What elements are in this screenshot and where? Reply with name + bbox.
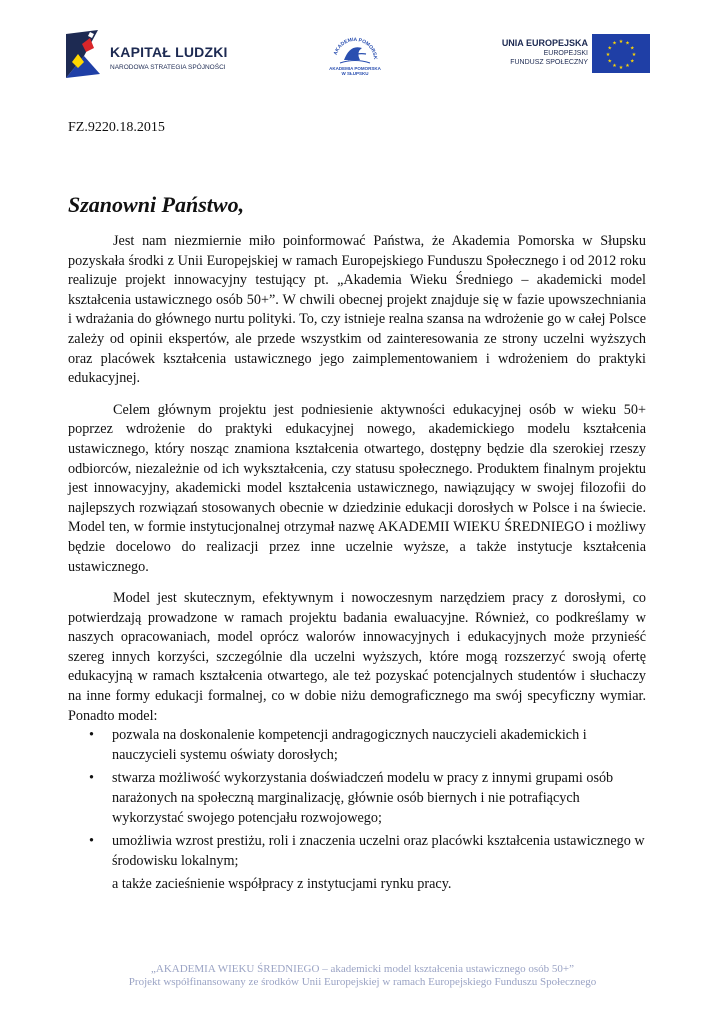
svg-text:★: ★ xyxy=(607,45,612,52)
akademia-arc-text: AKADEMIA POMORSK xyxy=(332,36,379,60)
list-item xyxy=(89,726,646,765)
benefits-list xyxy=(68,726,646,871)
svg-text:★: ★ xyxy=(612,40,617,47)
paragraph-1: Jest nam niezmiernie miło poinformować Państwa, że Akademia Pomorska w Słupsku pozyskała środki z Unii Europejskiej w ramach Europejskiego Funduszu Społecznego i od 2012 roku realizuje projekt innowacyjny testujący pt. „Akademia Wieku Średniego – akademicki model kształcenia ustawicznego osób 50+”. W chwili obecnej projekt znajduje się w fazie upowszechniania i wdrażania do głównego nurtu polityki. To, czy istnieje realna szansa na wdrożenie go w całej Polsce zależy od opinii ekspertów, ale przede wszystkim od zainteresowania ze strony uczelni wyższych oraz placówek kształcenia ustawicznego jego zaimplementowaniem i wdrożeniem do praktyki edukacyjnej. xyxy=(68,233,646,387)
svg-text:★: ★ xyxy=(618,64,624,71)
svg-text:★: ★ xyxy=(625,63,630,70)
footer-funding-note: Projekt współfinansowany ze środków Unii Europejskiej w ramach Europejskiego Funduszu Społecznego xyxy=(128,976,597,988)
salutation: Szanowni Państwo, xyxy=(68,192,245,217)
eu-text-line2: EUROPEJSKI xyxy=(543,50,588,57)
svg-text:★: ★ xyxy=(631,51,637,58)
akademia-caption-line1: AKADEMIA POMORSKA xyxy=(329,66,381,71)
eu-text-line1: UNIA EUROPEJSKA xyxy=(501,38,588,48)
footer-project-title: „AKADEMIA WIEKU ŚREDNIEGO – akademicki model kształcenia ustawicznego osób 50+” xyxy=(151,963,574,975)
svg-text:★: ★ xyxy=(618,39,624,45)
svg-text:★: ★ xyxy=(607,58,612,65)
akademia-logo-caption xyxy=(326,66,384,76)
akademia-caption-line2: W SŁUPSKU xyxy=(341,71,369,76)
eu-logo-text xyxy=(502,38,588,67)
paragraph-3: Model jest skutecznym, efektywnym i nowoczesnym narzędziem pracy z dorosłymi, co potwierdzają prowadzone w ramach projektu badania ewaluacyjne. Również, co podkreślamy w naszych opracowaniach, model oprócz walorów innowacyjnych i edukacyjnych może przynieść szereg innych korzyści, szczególnie dla uczelni wyższych, które mogą rozszerzyć swoją ofertę edukacyjną w ramach kształcenia otwartego, ale też pozyskać potencjalnych studentów i słuchaczy na inne formy edukacji formalnej, co w dobie niżu demograficznego ma swój specyficzny wymiar. Ponadto model: xyxy=(68,590,646,724)
list-item-text: stwarza możliwość wykorzystania doświadczeń modelu w pracy z innymi grupami osób narażonych na społeczną marginalizację, głównie osób biernych i nie potrafiących wykorzystać swojego potencjału rozwojowego; xyxy=(112,770,614,826)
kapital-ludzki-title: KAPITAŁ LUDZKI xyxy=(110,44,228,60)
list-item-text: umożliwia wzrost prestiżu, roli i znaczenia uczelni oraz placówki kształcenia ustawicznego w środowisku lokalnym; xyxy=(112,833,645,869)
svg-text:★: ★ xyxy=(630,45,635,52)
bullet-icon: • xyxy=(89,833,94,850)
kapital-ludzki-subtitle: NARODOWA STRATEGIA SPÓJNOŚCI xyxy=(110,64,226,71)
list-continuation: a także zacieśnienie współpracy z instytucjami rynku pracy. xyxy=(112,876,452,893)
svg-text:★: ★ xyxy=(630,58,635,65)
page-footer xyxy=(0,963,725,989)
bullet-icon: • xyxy=(89,727,94,744)
svg-text:★: ★ xyxy=(605,51,611,58)
list-item xyxy=(89,832,646,871)
svg-text:★: ★ xyxy=(612,63,617,70)
kapital-ludzki-emblem-icon xyxy=(64,28,106,80)
paragraph-2: Celem głównym projektu jest podniesienie aktywności edukacyjnej osób w wieku 50+ poprzez wdrożenie do praktyki edukacyjnej nowego, akademickiego modelu kształcenia ustawicznego, który nosząc znamiona kształcenia otwartego, dostępny będzie dla szerokiej rzeszy odbiorców, niezależnie od ich wykształcenia, czy statusu społecznego. Produktem finalnym projektu jest innowacyjny, akademicki model kształcenia ustawicznego, nawiązujący w swojej filozofii do najlepszych rozwiązań stosowanych obecnie w dziedzinie edukacji dorosłych w Polsce i na świecie. Model ten, w formie instytucjonalnej otrzymał nazwę AKADEMII WIEKU ŚREDNIEGO i możliwy będzie docelowo do realizacji przez inne uczelnie wyższe, a także instytucje kształcenia ustawicznego. xyxy=(68,401,646,575)
akademia-pomorska-emblem-icon xyxy=(326,30,384,66)
kapital-ludzki-logo xyxy=(64,28,234,84)
eu-logo xyxy=(500,34,650,74)
svg-text:★: ★ xyxy=(625,40,630,47)
list-item xyxy=(89,769,646,828)
eu-text-line3: FUNDUSZ SPOŁECZNY xyxy=(510,59,588,66)
letter-body xyxy=(68,232,646,895)
akademia-pomorska-logo xyxy=(326,30,384,80)
letterhead xyxy=(0,0,725,95)
list-item-text: pozwala na doskonalenie kompetencji andragogicznych nauczycieli akademickich i nauczycieli systemu oświaty dorosłych; xyxy=(112,727,587,763)
eu-flag-icon xyxy=(592,34,650,73)
bullet-icon: • xyxy=(89,770,94,787)
document-reference: FZ.9220.18.2015 xyxy=(68,120,165,135)
